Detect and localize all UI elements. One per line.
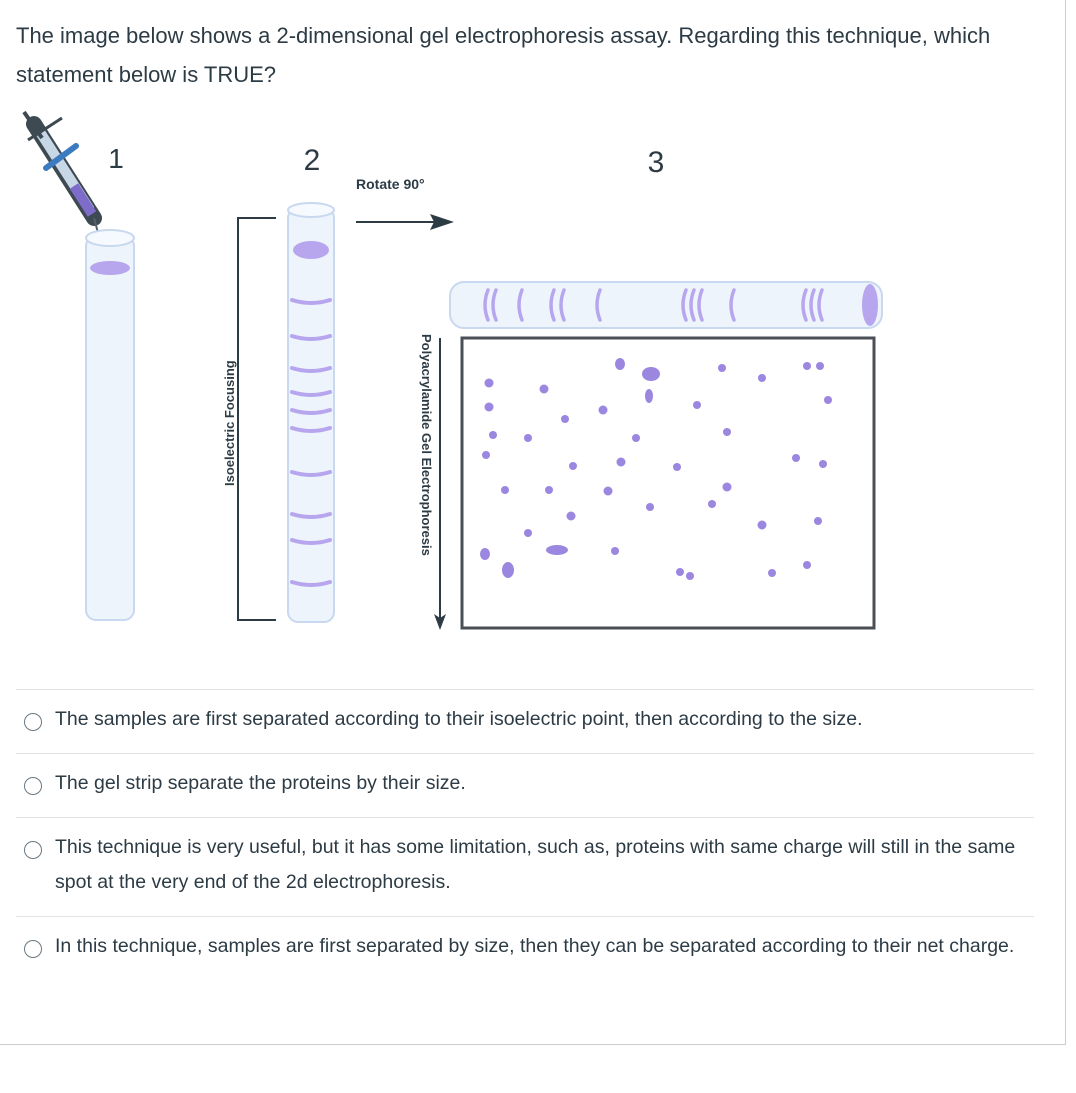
radio-button-3[interactable] bbox=[24, 841, 42, 859]
rotate-label: Rotate 90° bbox=[356, 176, 425, 192]
polyacrylamide-gel bbox=[462, 338, 874, 628]
answer-option-1[interactable] bbox=[16, 689, 1034, 753]
page-axis-label: Polyacrylamide Gel Electrophoresis bbox=[419, 334, 434, 556]
ief-axis-label: Isoelectric Focusing bbox=[222, 360, 237, 486]
step-2-label: 2 bbox=[303, 144, 321, 177]
2d-electrophoresis-figure bbox=[20, 110, 900, 640]
answer-option-3[interactable] bbox=[16, 817, 1034, 916]
horizontal-ief-strip bbox=[450, 282, 882, 328]
question-text: The image below shows a 2-dimensional gel electrophoresis assay. Regarding this technique, which statement below is TRUE? bbox=[16, 23, 991, 87]
page-axis-arrow-icon bbox=[434, 338, 446, 630]
ief-strip bbox=[288, 203, 334, 622]
answer-text-2: The gel strip separate the proteins by their size. bbox=[55, 772, 466, 794]
answer-text-4: In this technique, samples are first separated by size, then they can be separated according to their net charge. bbox=[55, 935, 1015, 957]
step-3-label: 3 bbox=[647, 146, 665, 179]
radio-button-4[interactable] bbox=[24, 940, 42, 958]
radio-button-1[interactable] bbox=[24, 713, 42, 731]
rotate-arrow-icon bbox=[356, 214, 454, 230]
answer-text-3: This technique is very useful, but it has some limitation, such as, proteins with same charge will still in the same spot at the very end of the 2d electrophoresis. bbox=[55, 836, 1016, 893]
answer-list bbox=[16, 689, 1034, 980]
sample-tube bbox=[86, 230, 134, 620]
answer-option-4[interactable] bbox=[16, 916, 1034, 980]
answer-text-1: The samples are first separated according to their isoelectric point, then according to the size. bbox=[55, 708, 863, 730]
ief-bracket bbox=[238, 218, 276, 620]
radio-button-2[interactable] bbox=[24, 777, 42, 795]
step-1-label: 1 bbox=[108, 143, 124, 174]
answer-option-2[interactable] bbox=[16, 753, 1034, 817]
